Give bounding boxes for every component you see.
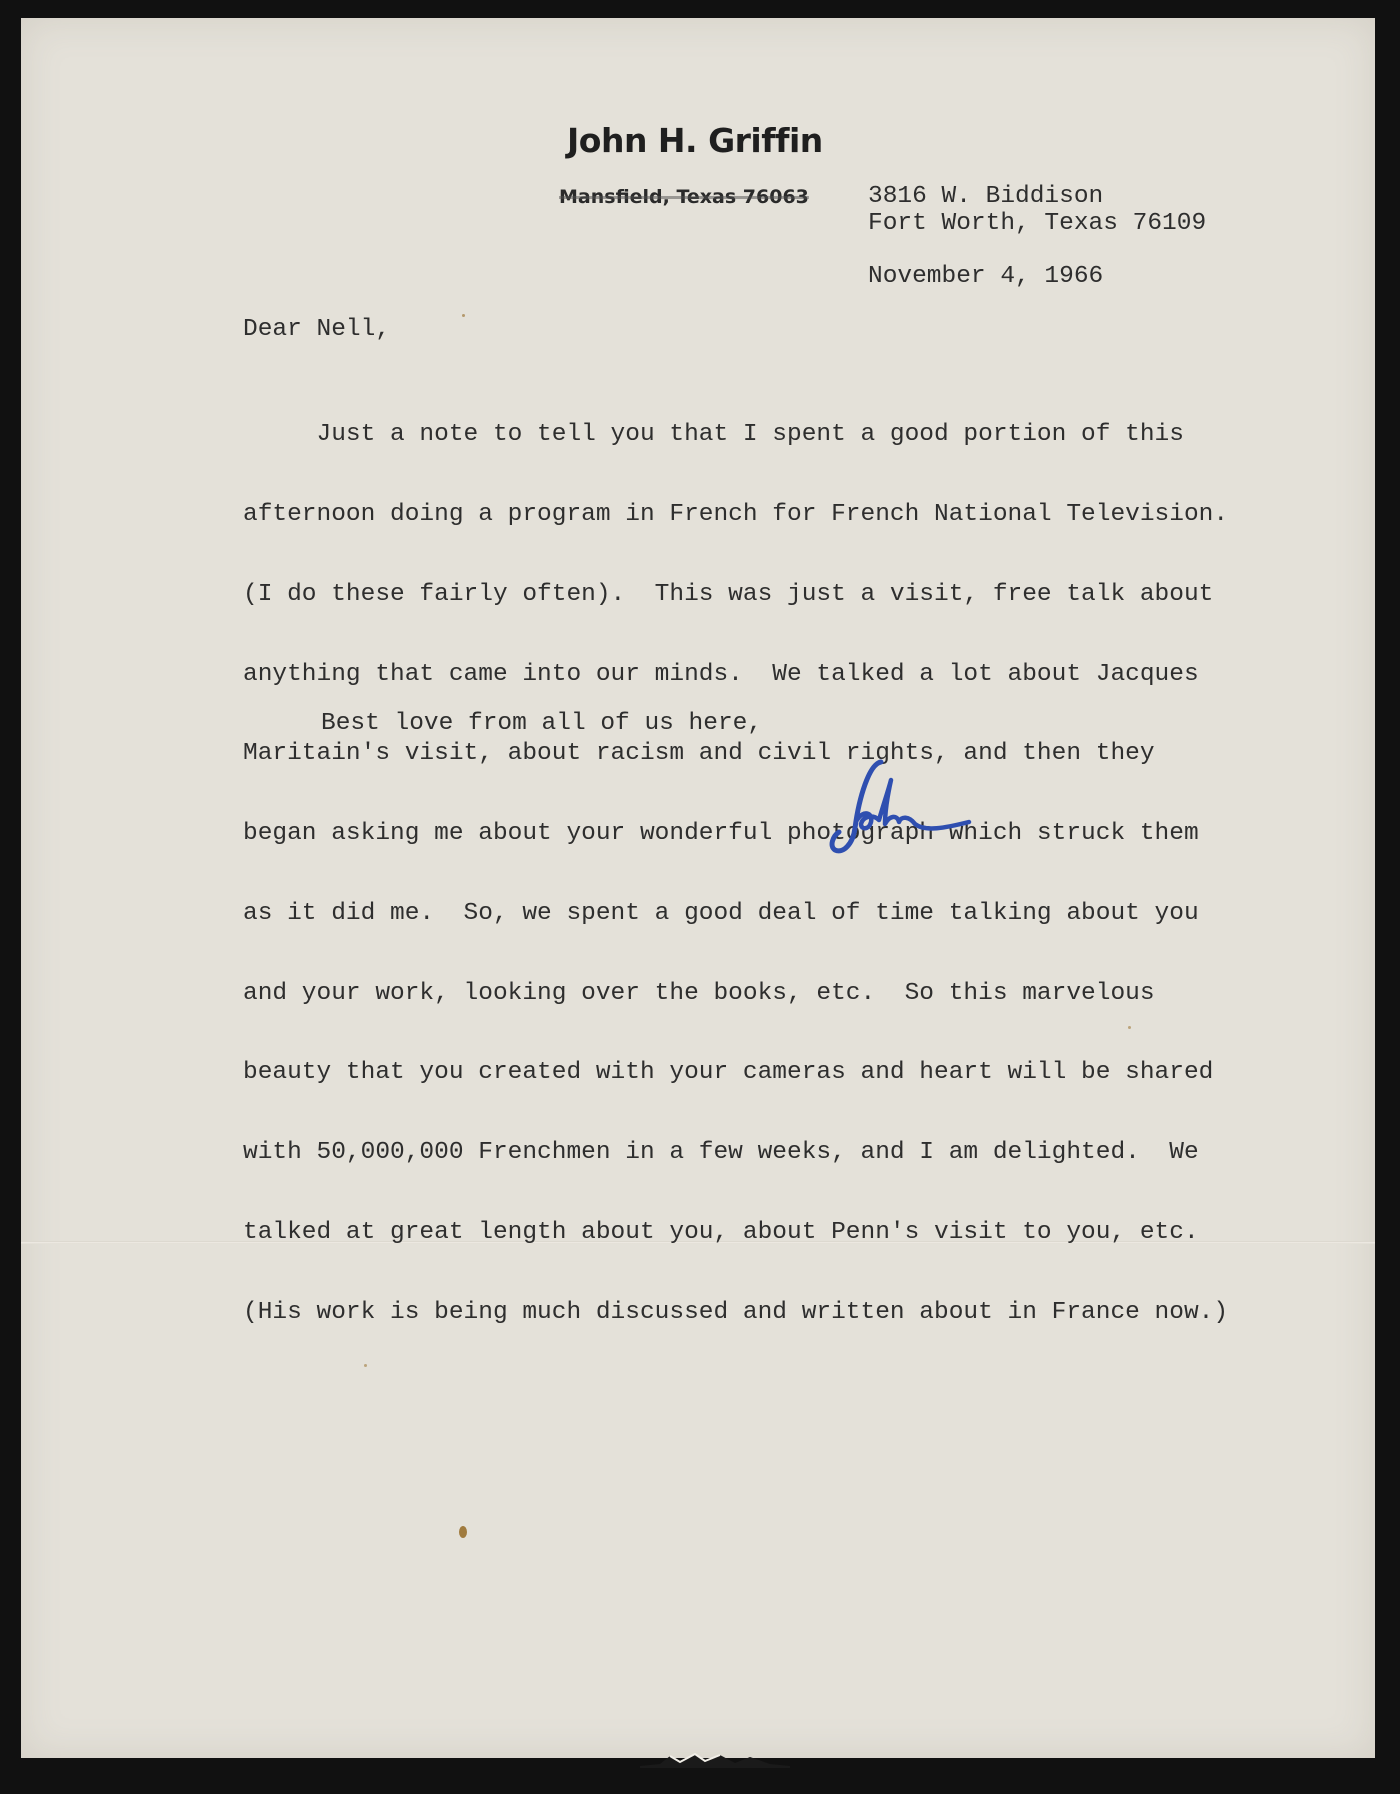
letter-sheet xyxy=(21,18,1375,1758)
sender-address-line-2: Fort Worth, Texas 76109 xyxy=(868,210,1207,237)
closing: Best love from all of us here, xyxy=(321,710,763,737)
body-line: Maritain's visit, about racism and civil rights, and then they xyxy=(243,740,1155,768)
sender-address-line-1: 3816 W. Biddison xyxy=(868,183,1104,210)
body-line: talked at great length about you, about Penn's visit to you, etc. xyxy=(243,1219,1199,1246)
body-line: as it did me. So, we spent a good deal of time talking about you xyxy=(243,899,1199,927)
body-line: (His work is being much discussed and written about in France now.) xyxy=(243,1298,1229,1326)
letterhead-name: John H. Griffin xyxy=(567,121,823,160)
paper-stain xyxy=(462,314,465,317)
body-line: and your work, looking over the books, etc. So this marvelous xyxy=(243,979,1155,1007)
body-line: afternoon doing a program in French for French National Television. xyxy=(243,500,1229,528)
paper-stain xyxy=(364,1364,367,1367)
letter-date: November 4, 1966 xyxy=(868,263,1104,290)
body-line: anything that came into our minds. We talked a lot about Jacques xyxy=(243,660,1199,688)
paper-stain xyxy=(1128,1026,1131,1029)
paper-tear-mark xyxy=(640,1752,790,1768)
body-line: beauty that you created with your cameras and heart will be shared xyxy=(243,1059,1214,1087)
body-line: Just a note to tell you that I spent a good portion of this xyxy=(243,421,1184,449)
letter-body xyxy=(243,369,1228,1380)
letterhead-address: Mansfield, Texas 76063 xyxy=(559,186,809,208)
body-line: with 50,000,000 Frenchmen in a few weeks, and I am delighted. We xyxy=(243,1139,1199,1167)
salutation: Dear Nell, xyxy=(243,316,391,343)
body-line: began asking me about your wonderful photograph which struck them xyxy=(243,820,1199,848)
paper-stain xyxy=(459,1526,467,1538)
handwritten-signature xyxy=(829,758,979,858)
body-line: (I do these fairly often). This was just a visit, free talk about xyxy=(243,580,1214,608)
